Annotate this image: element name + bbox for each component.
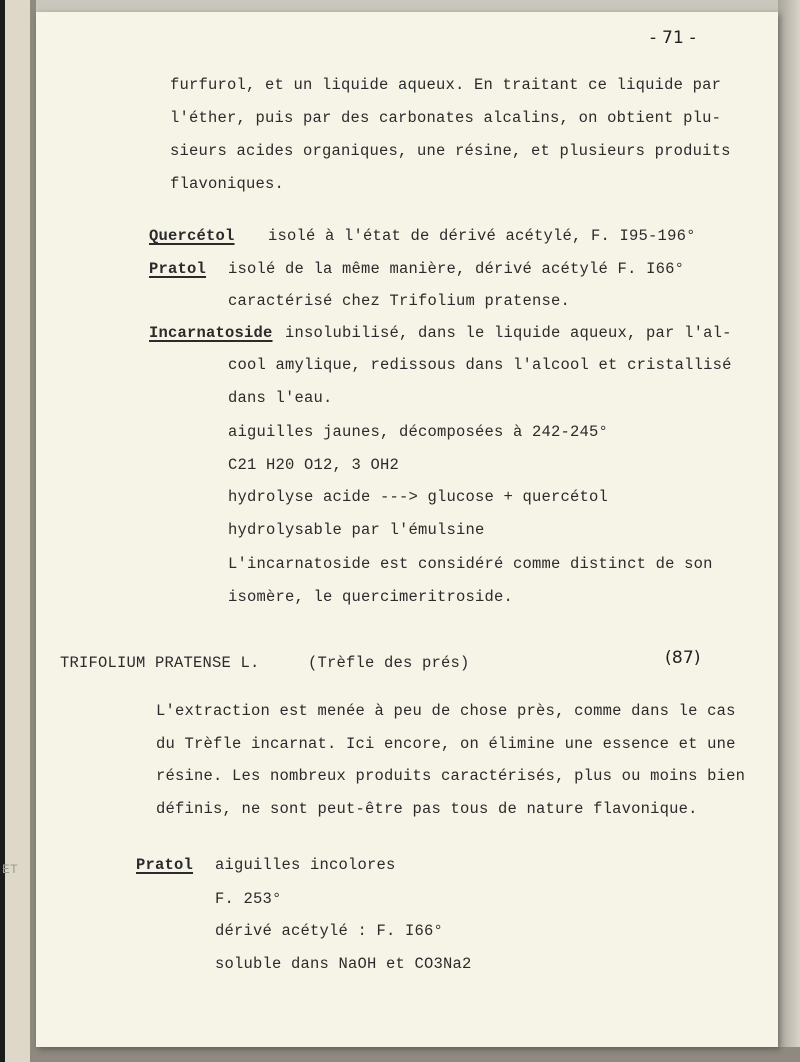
reference-number: (87)	[665, 648, 701, 668]
intro-line-2: l'éther, puis par des carbonates alcalins, on obtient plu-	[170, 109, 722, 127]
page-number: - 71 -	[650, 28, 696, 48]
section-title: TRIFOLIUM PRATENSE L.	[60, 654, 260, 672]
incarnatoside-line-8: L'incarnatoside est considéré comme distinct de son	[228, 555, 713, 573]
pratol-2-line-4: soluble dans NaOH et CO3Na2	[215, 955, 472, 973]
margin-mark: ET	[2, 862, 19, 877]
binding-edge	[0, 0, 36, 1062]
pratol-2-line-3: dérivé acétylé : F. I66°	[215, 922, 444, 940]
incarnatoside-heading: Incarnatoside	[149, 324, 273, 342]
page-right-edge	[778, 0, 800, 1062]
incarnatoside-line-2: cool amylique, redissous dans l'alcool et cristallisé	[228, 356, 732, 374]
incarnatoside-line-9: isomère, le quercimeritroside.	[228, 588, 514, 606]
intro-line-4: flavoniques.	[170, 175, 285, 193]
incarnatoside-line-7: hydrolysable par l'émulsine	[228, 521, 485, 539]
intro-line-1: furfurol, et un liquide aqueux. En traitant ce liquide par	[170, 76, 722, 94]
incarnatoside-line-1: insolubilisé, dans le liquide aqueux, par l'al-	[285, 324, 732, 342]
bottom-edge	[36, 1047, 800, 1062]
section-paragraph-line-4: définis, ne sont peut-être pas tous de nature flavonique.	[156, 800, 698, 818]
section-subtitle: (Trèfle des prés)	[308, 654, 470, 672]
incarnatoside-formula: C21 H20 O12, 3 OH2	[228, 456, 400, 474]
pratol-2-heading: Pratol	[136, 856, 194, 874]
incarnatoside-hydrolysis: hydrolyse acide ---> glucose + quercétol	[228, 488, 609, 506]
incarnatoside-line-4: aiguilles jaunes, décomposées à 242-245°	[228, 423, 609, 441]
pratol-line-2: caractérisé chez Trifolium pratense.	[228, 292, 571, 310]
incarnatoside-line-3: dans l'eau.	[228, 389, 333, 407]
quercetol-heading: Quercétol	[149, 227, 235, 245]
intro-line-3: sieurs acides organiques, une résine, et plusieurs produits	[170, 142, 731, 160]
pratol-2-line-2: F. 253°	[215, 890, 282, 908]
quercetol-text: isolé à l'état de dérivé acétylé, F. I95-196°	[268, 227, 696, 245]
section-paragraph-line-2: du Trèfle incarnat. Ici encore, on élimine une essence et une	[156, 735, 736, 753]
pratol-line-1: isolé de la même manière, dérivé acétylé F. I66°	[228, 260, 685, 278]
pratol-heading: Pratol	[149, 260, 207, 278]
section-paragraph-line-1: L'extraction est menée à peu de chose près, comme dans le cas	[156, 702, 736, 720]
section-paragraph-line-3: résine. Les nombreux produits caractérisés, plus ou moins bien	[156, 767, 746, 785]
pratol-2-line-1: aiguilles incolores	[215, 856, 396, 874]
